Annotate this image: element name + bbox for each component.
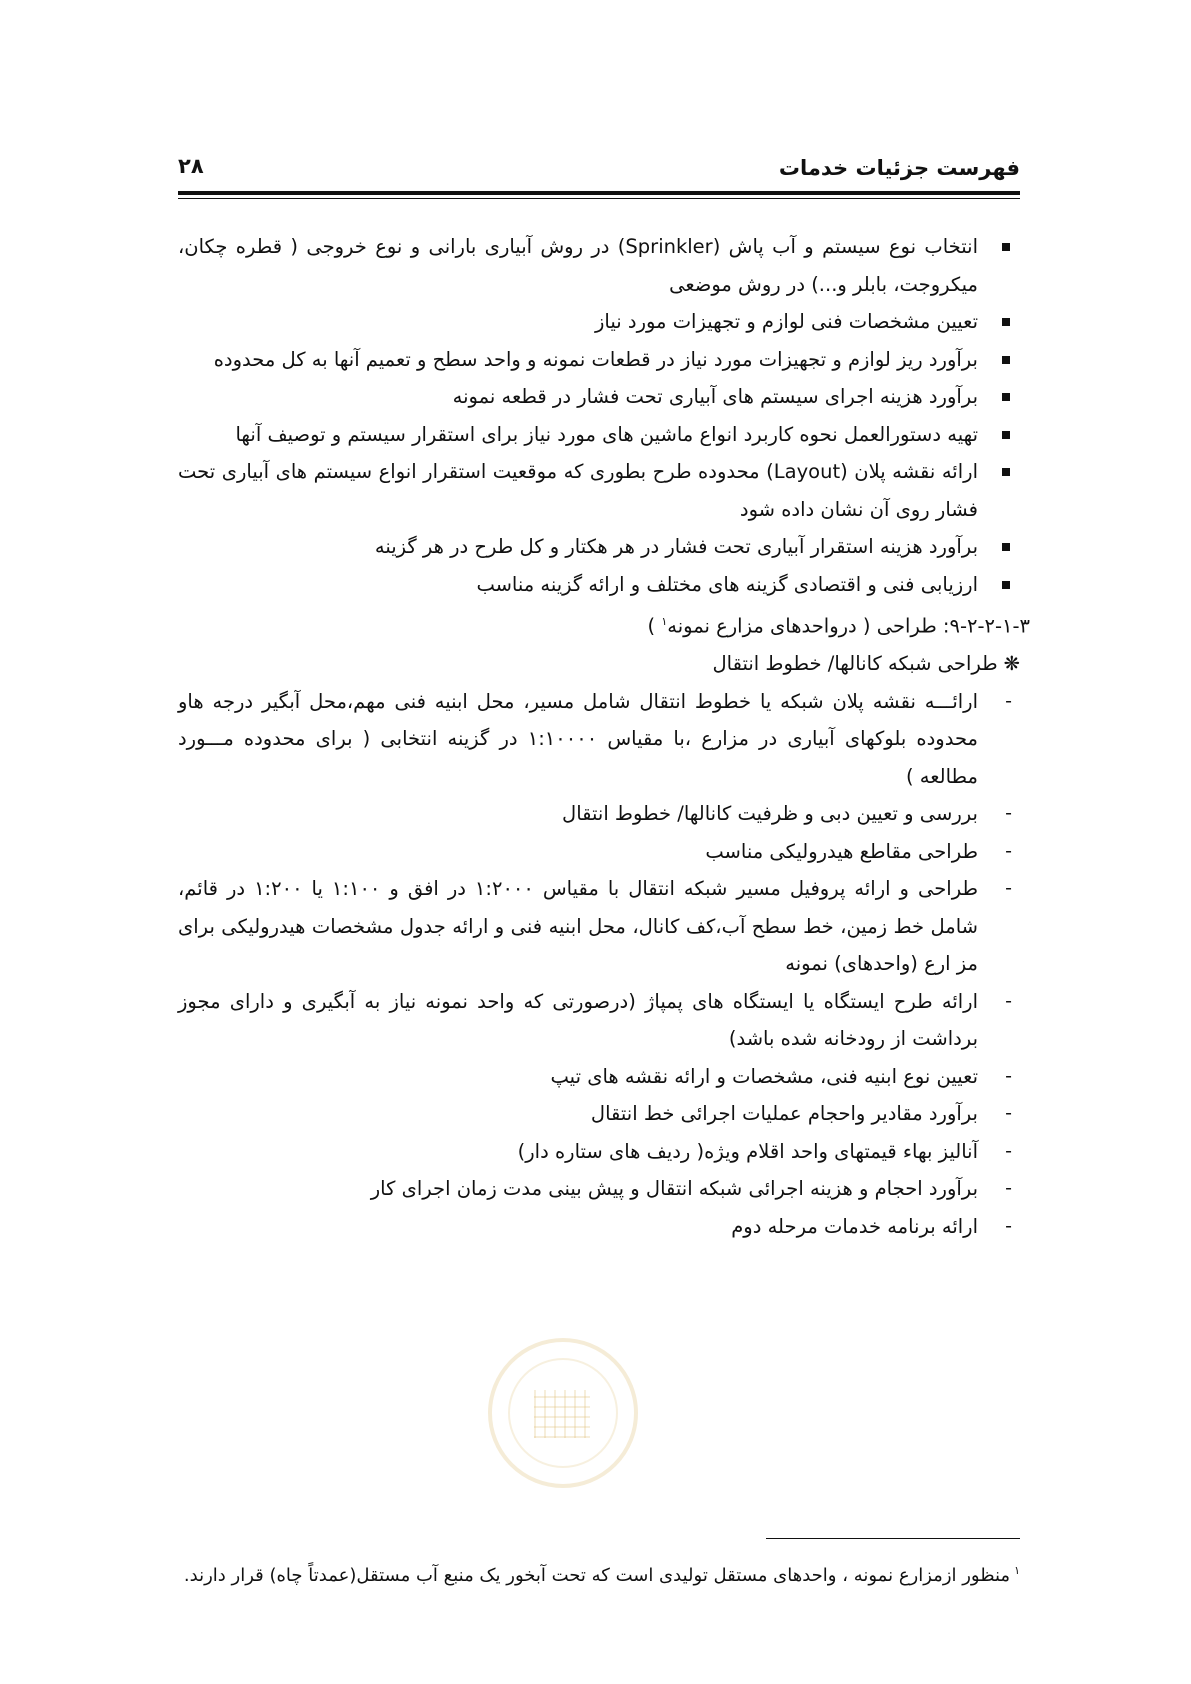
dash-marker: - [1005,1177,1012,1199]
section-heading-text: ۹-۲-۲-۱-۳: طراحی ( درواحدهای مزارع نمونه [667,614,1030,638]
list-item-text: ارائه نقشه پلان (Layout) محدوده طرح بطوری که موقعیت استقرار انواع سیستم های آبیاری تحت فشار روی آن نشان داده شود [178,460,978,521]
dash-marker: - [1005,689,1012,712]
subsection-heading [178,645,1020,683]
square-bullet-icon [1002,318,1010,326]
list-item-text: طراحی مقاطع هیدرولیکی مناسب [705,839,978,863]
list-item-text: ارائـــه نقشه پلان شبکه یا خطوط انتقال شامل مسیر، محل ابنیه فنی مهم،محل آبگیر درجه هاو محدوده بلوکهای آبیاری در مزارع ،با مقیاس ۱:۱۰۰۰۰ در گزینه انتخابی ( برای محدوده مـــورد مطالعه ) [178,689,978,788]
dash-marker: - [1005,839,1012,862]
footnote-ref: ۱ [661,615,668,628]
dash-list-item [178,683,1020,796]
square-bullet-icon [1002,356,1010,364]
list-item-text: ارزیابی فنی و اقتصادی گزینه های مختلف و ارائه گزینه مناسب [476,572,978,596]
list-item-text: انتخاب نوع سیستم و آب پاش (Sprinkler) در روش آبیاری بارانی و نوع خروجی ( قطره چکان، میکروجت، بابلر و...) در روش موضعی [178,235,978,296]
header-title: فهرست جزئیات خدمات [778,156,1020,180]
list-item-text: برآورد مقادیر واحجام عملیات اجرائی خط انتقال [590,1102,978,1125]
list-item [178,528,1020,566]
square-bullet-icon [1002,393,1010,401]
list-item [178,378,1020,416]
square-bullet-icon [1002,581,1010,589]
dash-list-item [178,1095,1020,1133]
list-item [178,566,1020,604]
list-item-text: آنالیز بهاء قیمتهای واحد اقلام ویژه( ردیف های ستاره دار) [517,1139,978,1163]
subsection-heading-text: طراحی شبکه کانالها/ خطوط انتقال [712,652,998,675]
dash-list-item [178,983,1020,1058]
dash-marker: - [1005,802,1012,824]
watermark-seal-icon [488,1338,638,1488]
dash-list-item [178,833,1020,871]
watermark-seal-pattern [534,1390,590,1438]
footnote-text: منظور ازمزارع نمونه ، واحدهای مستقل تولیدی است که تحت آبخور یک منبع آب مستقل(عمدتاً چاه) قرار دارند. [183,1565,1011,1586]
list-item [178,416,1020,454]
header-rule-thick [178,191,1020,195]
dash-list-item [178,1208,1020,1246]
main-content [178,228,1030,1245]
list-item-text: ارائه برنامه خدمات مرحله دوم [731,1214,978,1238]
dash-list-item [178,1170,1020,1208]
list-item-text: ارائه طرح ایستگاه یا ایستگاه های پمپاژ (درصورتی که واحد نمونه نیاز به آبگیری و دارای مجوز برداشت از رودخانه شده باشد) [178,989,978,1050]
dash-marker: - [1005,877,1012,899]
list-item-text: تهیه دستورالعمل نحوه کاربرد انواع ماشین های مورد نیاز برای استقرار سیستم و توصیف آنها [235,422,978,446]
footnote-number: ۱ [1014,1564,1020,1577]
section-heading-close: ) [647,614,662,638]
list-item [178,303,1020,341]
square-bullet-icon [1002,543,1010,551]
dash-marker: - [1005,1214,1012,1237]
section-heading [178,603,1030,645]
page-number: ۲۸ [178,154,204,178]
list-item-text: تعیین نوع ابنیه فنی، مشخصات و ارائه نقشه های تیپ [550,1064,978,1088]
dash-list-item [178,795,1020,833]
list-item-text: تعیین مشخصات فنی لوازم و تجهیزات مورد نیاز [595,310,978,333]
square-bullet-icon [1002,431,1010,439]
list-item-text: برآورد هزینه استقرار آبیاری تحت فشار در هر هکتار و کل طرح در هر گزینه [374,535,978,558]
footnote-separator [766,1538,1020,1539]
asterisk-icon: ❋ [1003,652,1020,675]
footnote [178,1552,1020,1595]
dash-marker: - [1005,1064,1012,1087]
dash-list-item [178,870,1020,983]
square-bullet-icon [1002,243,1010,251]
header-rule-thin [178,198,1020,199]
dash-marker: - [1005,1102,1012,1124]
list-item-text: طراحی و ارائه پروفیل مسیر شبکه انتقال با مقیاس ۱:۲۰۰۰ در افق و ۱:۱۰۰ یا ۱:۲۰۰ در قائم، شامل خط زمین، خط سطح آب،کف کانال، محل ابنیه فنی و ارائه جدول مشخصات هیدرولیکی برای مز ارع (واحدهای) نمونه [178,877,978,975]
dash-list-item [178,1058,1020,1096]
list-item [178,228,1020,303]
square-bullet-icon [1002,468,1010,476]
list-item [178,341,1020,379]
dash-marker: - [1005,989,1012,1012]
dash-list-item [178,1133,1020,1171]
list-item [178,453,1020,528]
page-header [178,152,1020,188]
dash-marker: - [1005,1139,1012,1162]
list-item-text: بررسی و تعیین دبی و ظرفیت کانالها/ خطوط انتقال [562,802,978,825]
list-item-text: برآورد ریز لوازم و تجهیزات مورد نیاز در قطعات نمونه و واحد سطح و تعمیم آنها به کل محدوده [213,347,978,371]
list-item-text: برآورد هزینه اجرای سیستم های آبیاری تحت فشار در قطعه نمونه [452,385,978,408]
list-item-text: برآورد احجام و هزینه اجرائی شبکه انتقال و پیش بینی مدت زمان اجرای کار [370,1177,978,1200]
